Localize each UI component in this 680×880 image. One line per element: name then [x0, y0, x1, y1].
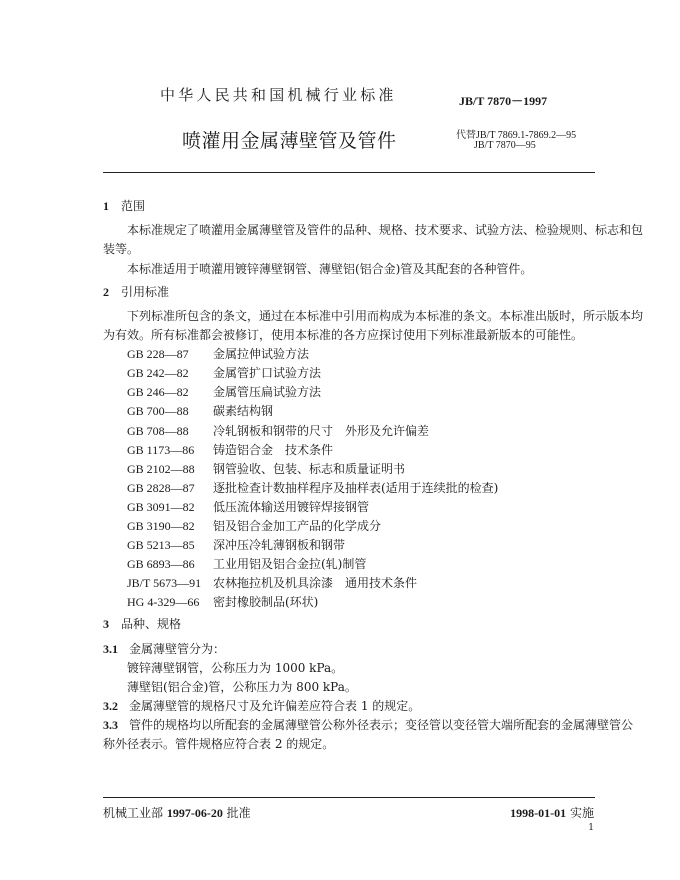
effective-label: 实施 — [569, 806, 594, 820]
reference-item — [127, 383, 321, 400]
reference-item — [127, 593, 318, 610]
reference-title: 农林拖拉机及机具涂漆 通用技术条件 — [213, 576, 418, 590]
section-number: 2 — [103, 285, 109, 299]
replaces-standards-line1: 代替JB/T 7869.1-7869.2—95 — [456, 130, 577, 141]
section-3-heading — [103, 615, 181, 632]
reference-code: HG 4-329—66 — [127, 595, 200, 609]
clause-3-1-item-aluminium: 薄壁铝(铝合金)管，公称压力为 800 kPa。 — [127, 680, 357, 694]
footer-divider — [103, 797, 595, 798]
section-title: 范围 — [121, 199, 146, 213]
section-1-heading — [103, 197, 145, 214]
section-title: 品种、规格 — [121, 617, 182, 631]
reference-title: 金属管压扁试验方法 — [213, 385, 322, 399]
clause-number: 3.2 — [103, 699, 118, 713]
effective-date: 1998-01-01 — [510, 806, 567, 820]
reference-code: GB 1173—86 — [127, 443, 195, 457]
section-2-paragraph-line-1: 下列标准所包含的条文，通过在本标准中引用而构成为本标准的条文。本标准出版时，所示版本均 — [127, 309, 644, 323]
reference-title: 铸造铝合金 技术条件 — [213, 443, 334, 457]
reference-title: 逐批检查计数抽样程序及抽样表(适用于连续批的检查) — [213, 481, 499, 495]
section-1-paragraph-1-line-2: 装等。 — [103, 242, 140, 256]
reference-title: 低压流体输送用镀锌焊接钢管 — [213, 500, 370, 514]
reference-item — [127, 536, 345, 553]
reference-item — [127, 517, 381, 534]
reference-title: 工业用铝及铝合金拉(轧)制管 — [213, 557, 367, 571]
issuing-ministry: 机械工业部 — [103, 806, 164, 820]
reference-title: 金属拉伸试验方法 — [213, 347, 310, 361]
reference-code: JB/T 5673—91 — [127, 576, 202, 590]
reference-item — [127, 479, 498, 496]
reference-item — [127, 364, 321, 381]
clause-3-2 — [103, 697, 420, 714]
reference-code: GB 246—82 — [127, 385, 189, 399]
reference-title: 深冲压冷轧薄钢板和钢带 — [213, 538, 346, 552]
clause-text: 管件的规格均以所配套的金属薄壁管公称外径表示；变径管以变径管大端所配套的金属薄壁管公 — [129, 718, 634, 732]
reference-code: GB 3091—82 — [127, 500, 195, 514]
clause-3-3-line-1 — [103, 716, 633, 733]
reference-code: GB 2828—87 — [127, 481, 195, 495]
reference-title: 钢管验收、包装、标志和质量证明书 — [213, 462, 406, 476]
page-number: 1 — [588, 823, 594, 833]
reference-code: GB 6893—86 — [127, 557, 195, 571]
reference-code: GB 2102—88 — [127, 462, 195, 476]
clause-3-3-line-2: 称外径表示。管件规格应符合表 2 的规定。 — [103, 737, 335, 751]
section-title: 引用标准 — [121, 285, 170, 299]
clause-text: 金属薄壁管的规格尺寸及允许偏差应符合表 1 的规定。 — [129, 699, 421, 713]
section-1-paragraph-1-line-1: 本标准规定了喷灌用金属薄壁管及管件的品种、规格、技术要求、试验方法、检验规则、标志和包 — [127, 223, 644, 237]
document-title: 喷灌用金属薄壁管及管件 — [182, 130, 397, 152]
issuing-body: 中华人民共和国机械行业标准 — [160, 86, 397, 104]
reference-title: 冷轧钢板和钢带的尺寸 外形及允许偏差 — [213, 424, 430, 438]
reference-title: 碳素结构钢 — [213, 404, 274, 418]
reference-code: GB 700—88 — [127, 404, 189, 418]
section-2-heading — [103, 283, 169, 300]
effective-info — [510, 804, 594, 821]
clause-3-1-item-steel: 镀锌薄壁钢管，公称压力为 1000 kPa。 — [127, 661, 344, 675]
reference-code: GB 228—87 — [127, 347, 189, 361]
reference-item — [127, 574, 417, 591]
section-2-paragraph-line-2: 为有效。所有标准都会被修订，使用本标准的各方应探讨使用下列标准最新版本的可能性。 — [103, 328, 584, 342]
approval-info — [103, 804, 251, 821]
reference-code: GB 5213—85 — [127, 538, 195, 552]
reference-item — [127, 402, 273, 419]
reference-title: 铝及铝合金加工产品的化学成分 — [213, 519, 382, 533]
reference-item — [127, 460, 405, 477]
section-number: 3 — [103, 617, 109, 631]
clause-number: 3.3 — [103, 718, 118, 732]
clause-text: 金属薄壁管分为： — [129, 642, 226, 656]
reference-title: 金属管扩口试验方法 — [213, 366, 322, 380]
reference-item — [127, 555, 366, 572]
reference-code: GB 708—88 — [127, 424, 189, 438]
section-1-paragraph-2: 本标准适用于喷灌用镀锌薄壁钢管、薄壁铝(铝合金)管及其配套的各种管件。 — [127, 262, 533, 276]
reference-item — [127, 498, 369, 515]
clause-number: 3.1 — [103, 642, 118, 656]
reference-item — [127, 422, 429, 439]
reference-code: GB 3190—82 — [127, 519, 195, 533]
reference-code: GB 242—82 — [127, 366, 189, 380]
approval-date: 1997-06-20 — [166, 806, 223, 820]
reference-title: 密封橡胶制品(环状) — [213, 595, 319, 609]
approval-label: 批准 — [226, 806, 251, 820]
standard-number: JB/T 7870－1997 — [459, 94, 548, 108]
header-divider — [103, 172, 595, 173]
replaces-standards-line2: JB/T 7870—95 — [474, 140, 536, 151]
clause-3-1 — [103, 640, 225, 657]
section-number: 1 — [103, 199, 109, 213]
reference-item — [127, 345, 309, 362]
reference-item — [127, 441, 333, 458]
